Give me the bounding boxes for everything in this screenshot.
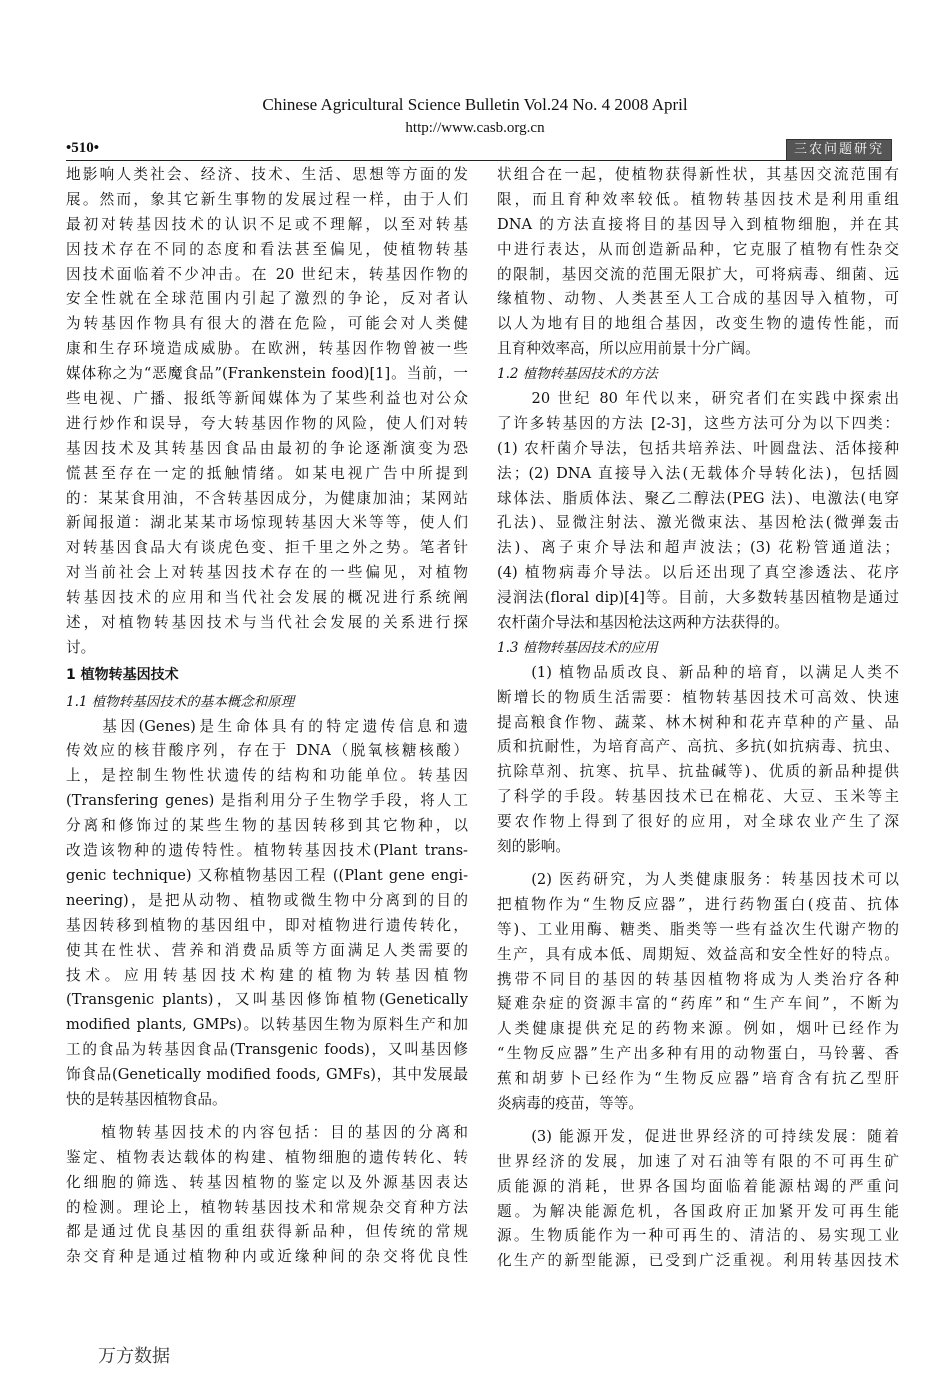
text-line: 杂交育种是通过植物种内或近缘种间的杂交将优良性 (66, 1248, 468, 1266)
text-line: 技术。应用转基因技术构建的植物为转基因植物 (66, 966, 468, 984)
text-line: 球体法、脂质体法、聚乙二醇法(PEG 法)、电激法(电穿 (497, 489, 899, 507)
text-line: 为转基因作物具有很大的潜在危险，可能会对人类健 (66, 315, 468, 333)
text-line: 分离和修饰过的某些生物的基因转移到其它物种，以 (66, 817, 468, 835)
text-line: 要农作物上得到了很好的应用，对全球农业产生了深 (497, 813, 899, 831)
text-line: 地影响人类社会、经济、技术、生活、思想等方面的发 (66, 166, 468, 183)
text-line: 等)、工业用酶、糖类、脂类等一些有益次生代谢产物的 (497, 920, 899, 938)
paragraph-gap (66, 1113, 468, 1121)
text-line: 刻的影响。 (497, 838, 570, 856)
text-line: 的限制，基因交流的范围无限扩大，可将病毒、细菌、远 (497, 265, 899, 283)
journal-url: http://www.casb.org.cn (405, 120, 545, 136)
text-line: 使其在性状、营养和消费品质等方面满足人类需要的 (66, 941, 468, 959)
text-line: 源。生物质能作为一种可再生的、清洁的、易实现工业 (497, 1227, 899, 1245)
text-line: 浸润法(floral dip)[4]等。目前，大多数转基因植物是通过 (497, 589, 899, 607)
text-line: modified plants, GMPs)。以转基因生物为原料生产和加 (66, 1016, 468, 1034)
text-line: 展。然而，象其它新生事物的发展过程一样，由于人们 (66, 190, 468, 208)
right-column (497, 163, 899, 1274)
text-line: 些电视、广播、报纸等新闻媒体为了某些利益也对公众 (66, 390, 468, 408)
text-line: neering)，是把从动物、植物或微生物中分离到的目的 (66, 891, 468, 909)
text-line: 基因转移到植物的基因组中，即对植物进行遗传转化， (66, 916, 468, 934)
text-line: (1) 农杆菌介导法，包括共培养法、叶圆盘法、活体接种 (497, 439, 899, 457)
text-line: 以人为地有目的地组合基因，改变生物的遗传性能，而 (497, 315, 899, 333)
text-line: 且育种效率高，所以应用前景十分广阔。 (497, 340, 760, 358)
text-line: 对转基因食品大有谈虎色变、拒千里之外之势。笔者针 (66, 539, 468, 557)
paragraph-gap (497, 860, 899, 868)
text-line: 快的是转基因植物食品。 (66, 1090, 227, 1108)
text-line: 上，是控制生物性状遗传的结构和功能单位。转基因 (66, 767, 468, 785)
text-line: 因技术存在不同的态度和看法甚至偏见，使植物转基 (66, 240, 468, 258)
text-line: 蕉和胡萝卜已经作为“生物反应器”培育含有抗乙型肝 (497, 1070, 899, 1088)
text-line: 康和生存环境造成威胁。在欧洲，转基因作物曾被一些 (66, 340, 468, 358)
text-line: (4) 植物病毒介导法。以后还出现了真空渗透法、花序 (497, 564, 899, 582)
text-line: 新闻报道：湖北某某市场惊现转基因大米等等，使人们 (66, 514, 468, 532)
text-line: DNA 的方法直接将目的基因导入到植物细胞，并在其 (497, 215, 899, 233)
left-column (66, 163, 468, 1270)
text-line: 对当前社会上对转基因技术存在的一些偏见，对植物 (66, 564, 468, 582)
text-line: 中进行表达，从而创造新品种，它克服了植物有性杂交 (497, 240, 899, 258)
journal-header-title: Chinese Agricultural Science Bulletin Vol.24 No. 4 2008 April (262, 95, 688, 114)
text-line: 鉴定、植物表达载体的构建、植物细胞的遗传转化、转 (66, 1148, 468, 1166)
text-line: 最初对转基因技术的认识不足或不理解，以至对转基 (66, 215, 468, 233)
text-line: 慌甚至存在一定的抵触情绪。如某电视广告中所提到 (66, 464, 468, 482)
text-line: genic technique) 又称植物基因工程 ((Plant gene engi- (66, 866, 468, 884)
text-line: 化生产的新型能源，已受到广泛重视。利用转基因技术 (497, 1252, 899, 1270)
subsection-heading: 1.1 植物转基因技术的基本概念和原理 (66, 693, 295, 710)
text-line: 了许多转基因的方法 [2-3]，这些方法可分为以下四类： (497, 414, 899, 432)
text-line: 疑难杂症的资源丰富的“药库”和“生产车间”，不断为 (497, 995, 899, 1013)
text-line: 生产，具有成本低、周期短、效益高和安全性好的特点。 (497, 945, 899, 963)
text-line: 状组合在一起，使植物获得新性状，其基因交流范围有 (497, 166, 899, 183)
text-line: 植物转基因技术的内容包括：目的基因的分离和 (66, 1123, 468, 1141)
text-line: 安全性就在全球范围内引起了激烈的争论，反对者认 (66, 290, 468, 308)
text-line: 法)、离子束介导法和超声波法；(3) 花粉管通道法； (497, 539, 899, 557)
text-line: 法；(2) DNA 直接导入法(无载体介导转化法)，包括圆 (497, 464, 899, 482)
text-line: 农杆菌介导法和基因枪法这两种方法获得的。 (497, 614, 789, 632)
text-line: 断增长的物质生活需要：植物转基因技术可高效、快速 (497, 688, 899, 706)
text-line: 炎病毒的疫苗，等等。 (497, 1094, 643, 1112)
text-line: (Transgenic plants)，又叫基因修饰植物(Genetically (66, 991, 468, 1009)
subsection-heading: 1.3 植物转基因技术的应用 (497, 639, 658, 656)
text-line: 人类健康提供充足的药物来源。例如，烟叶已经作为 (497, 1020, 899, 1038)
text-line: 把植物作为“生物反应器”，进行药物蛋白(疫苗、抗体 (497, 895, 899, 913)
text-line: “生物反应器”生产出多种有用的动物蛋白，马铃薯、香 (497, 1045, 899, 1063)
text-line: 基因技术及其转基因食品由最初的争论逐渐演变为恐 (66, 439, 468, 457)
footer-watermark: 万方数据 (98, 1346, 170, 1367)
text-line: 化细胞的筛选、转基因植物的鉴定以及外源基因表达 (66, 1173, 468, 1191)
subsection-heading: 1.2 植物转基因技术的方法 (497, 366, 658, 383)
text-line: 20 世纪 80 年代以来，研究者们在实践中探索出 (497, 390, 899, 408)
text-line: 述，对植物转基因技术与当代社会发展的关系进行探 (66, 614, 468, 632)
text-line: 工的食品为转基因食品(Transgenic foods)，又叫基因修 (66, 1041, 468, 1059)
text-line: 提高粮食作物、蔬菜、林木树种和花卉草种的产量、品 (497, 713, 899, 731)
text-line: 缘植物、动物、人类甚至人工合成的基因导入植物，可 (497, 290, 899, 308)
section-tag: 三农问题研究 (786, 139, 892, 161)
text-line: (Transfering genes) 是指利用分子生物学手段，将人工 (66, 792, 468, 810)
text-line: 限，而且育种效率较低。植物转基因技术是利用重组 (497, 190, 899, 208)
text-line: 的检测。理论上，植物转基因技术和常规杂交育种方法 (66, 1198, 468, 1216)
page-number: •510• (66, 140, 100, 156)
text-line: 携带不同目的基因的转基因植物将成为人类治疗各种 (497, 970, 899, 988)
text-line: 进行炒作和误导，夸大转基因作物的风险，使人们对转 (66, 414, 468, 432)
text-line: 质和抗耐性，为培育高产、高抗、多抗(如抗病毒、抗虫、 (497, 738, 899, 756)
text-line: 传效应的核苷酸序列，存在于 DNA（脱氧核糖核酸） (66, 742, 468, 760)
text-line: 了科学的手段。转基因技术已在棉花、大豆、玉米等主 (497, 788, 899, 806)
text-line: (3) 能源开发，促进世界经济的可持续发展：随着 (497, 1127, 899, 1145)
text-line: 世界经济的发展，加速了对石油等有限的不可再生矿 (497, 1152, 899, 1170)
text-line: 都是通过优良基因的重组获得新品种，但传统的常规 (66, 1223, 468, 1241)
text-line: 讨。 (66, 638, 96, 656)
section-heading: 1 植物转基因技术 (66, 666, 179, 683)
text-line: 孔法)、显微注射法、激光微束法、基因枪法(微弹轰击 (497, 514, 899, 532)
text-line: 题。为解决能源危机，各国政府正加紧开发可再生能 (497, 1202, 899, 1220)
text-line: 质能源的消耗，世界各国均面临着能源枯竭的严重问 (497, 1177, 899, 1195)
text-line: (1) 植物品质改良、新品种的培育，以满足人类不 (497, 663, 899, 681)
paragraph-gap (497, 1117, 899, 1125)
text-line: 媒体称之为“恶魔食品”(Frankenstein food)[1]。当前，一 (66, 365, 468, 383)
text-line: 因技术面临着不少冲击。在 20 世纪末，转基因作物的 (66, 265, 468, 283)
text-line: 饰食品(Genetically modified foods, GMFs)，其中发展最 (66, 1066, 468, 1084)
text-line: 转基因技术的应用和当代社会发展的概况进行系统阐 (66, 589, 468, 607)
header-rule (66, 160, 890, 161)
text-line: 抗除草剂、抗寒、抗旱、抗盐碱等)、优质的新品种提供 (497, 763, 899, 781)
text-line: 改造该物种的遗传特性。植物转基因技术(Plant trans- (66, 842, 468, 860)
text-line: 的：某某食用油，不含转基因成分，为健康加油；某网站 (66, 489, 468, 507)
text-line: (2) 医药研究，为人类健康服务：转基因技术可以 (497, 870, 899, 888)
text-line: 基因(Genes)是生命体具有的特定遗传信息和遗 (66, 717, 468, 735)
